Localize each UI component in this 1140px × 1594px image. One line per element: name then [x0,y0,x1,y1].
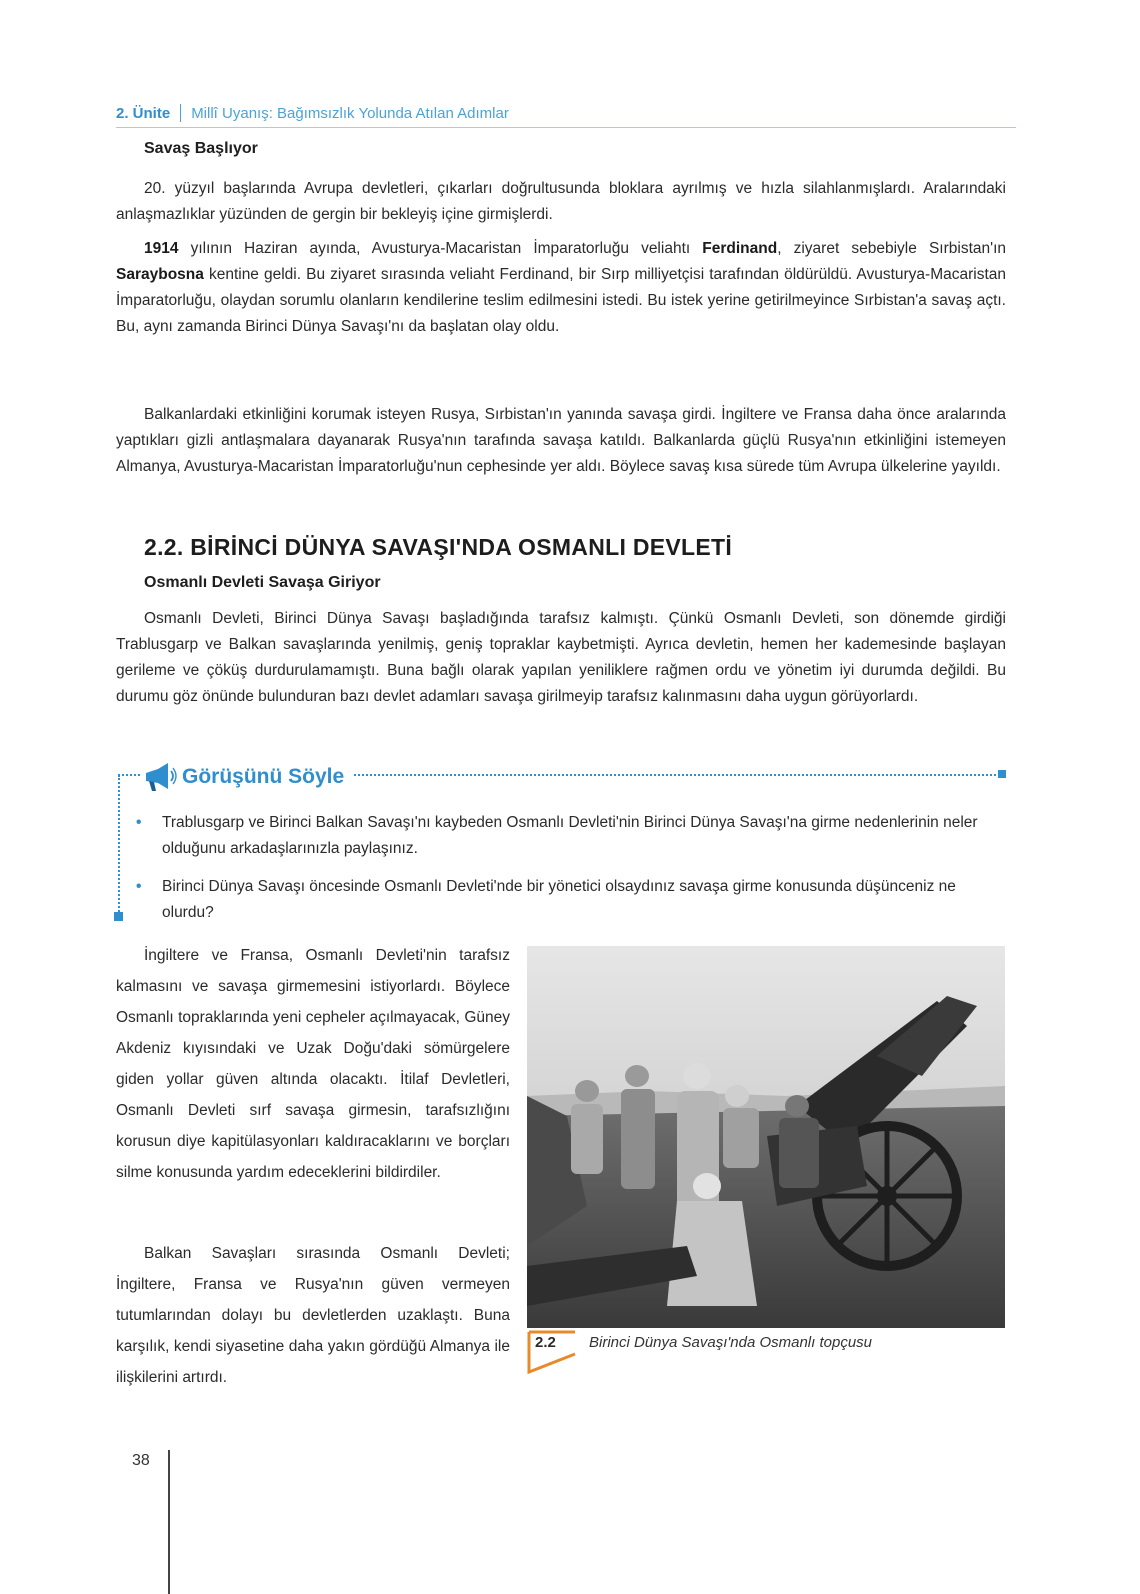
unit-title: Millî Uyanış: Bağımsızlık Yolunda Atılan Adımlar [191,105,509,122]
page-number: 38 [132,1452,150,1469]
opinion-box-corner-marker [114,912,123,921]
megaphone-icon [142,760,178,794]
header-rule [116,127,1016,128]
paragraph-2-text-a: yılının Haziran ayında, Avusturya-Macaristan İmparatorluğu veliahtı [178,240,703,257]
bold-city: Saraybosna [116,266,204,283]
opinion-box-title-text: Görüşünü Söyle [182,765,345,788]
running-header [116,104,1016,122]
paragraph-4: Osmanlı Devleti, Birinci Dünya Savaşı başladığında tarafsız kalmıştı. Çünkü Osmanlı Devleti, son dönemde girdiği Trablusgarp ve Balkan savaşlarında yenilmiş, geniş topraklar kaybetmişti. Ayrıca devletin, hemen her kademesinde başlayan gerileme ve çöküş durdurulamamıştı. Buna bağlı olarak yapılan yeniliklere rağmen ordu ve yönetim iyi durumda değildi. Bu durumu göz önünde bulunduran bazı devlet adamları savaşa girilmeyip tarafsız kalınmasını daha uygun görüyorlardı. [116,610,1006,705]
bold-name: Ferdinand [702,240,778,257]
section-title: 2.2. BİRİNCİ DÜNYA SAVAŞI'NDA OSMANLI DEVLETİ [144,534,733,560]
bold-date: 1914 [144,240,179,257]
column-paragraph-1: İngiltere ve Fransa, Osmanlı Devleti'nin tarafsız kalmasını ve savaşa girmemesini istiyorlardı. Böylece Osmanlı topraklarında yeni cepheler açılmayacak, Güney Akdeniz kıyısındaki ve Uzak Doğu'daki sömürgelere giden yollar güven altında olacaktı. İtilaf Devletleri, Osmanlı Devleti sırf savaşa girmesin, tarafsızlığını korusun diye kapitülasyonları kaldıracaklarını ve borçları silme konusunda yardım edeceklerini bildirdiler. [116,947,510,1181]
paragraph-3: Balkanlardaki etkinliğini korumak isteyen Rusya, Sırbistan'ın yanında savaşa girdi. İngiltere ve Fransa daha önce aralarında yaptıkları gizli antlaşmalara dayanarak Rusya'nın tarafında savaşa katıldı. Balkanlarda güçlü Rusya'nın etkinliğini istemeyen Almanya, Avusturya-Macaristan İmparatorluğu'nun cephesinde yer aldı. Böylece savaş kısa sürede tüm Avrupa ülkelerine yayıldı. [116,406,1006,475]
subsection-heading: Osmanlı Devleti Savaşa Giriyor [144,574,381,591]
section-heading-war-begins: Savaş Başlıyor [144,140,258,157]
paragraph-2-text-c: kentine geldi. Bu ziyaret sırasında veliaht Ferdinand, bir Sırp milliyetçisi tarafından öldürüldü. Avusturya-Macaristan İmparatorluğu, olaydan sorumlu olanların kendilerine teslim edilmesini istedi. Bu istek yerine getirilmeyince Sırbistan'a savaş açtı. Bu, aynı zamanda Birinci Dünya Savaşı'nı da başlatan olay oldu. [116,266,1006,335]
opinion-bullet [136,874,1006,926]
header-divider [180,104,181,122]
figure-caption [527,1330,1007,1374]
column-paragraph-2: Balkan Savaşları sırasında Osmanlı Devleti; İngiltere, Fransa ve Rusya'nın güven vermeyen tutumlarından dolayı bu devletlerden uzaklaştı. Buna karşılık, kendi siyasetine daha yakın gördüğü Almanya ile ilişkilerini artırdı. [116,1245,510,1386]
opinion-box-title [140,760,352,794]
bullet-icon: • [136,878,142,895]
opinion-box-corner-marker [998,770,1006,778]
figure-caption-text: Birinci Dünya Savaşı'nda Osmanlı topçusu [589,1334,873,1351]
bullet-icon: • [136,814,142,831]
opinion-bullet-text: Birinci Dünya Savaşı öncesinde Osmanlı Devleti'nde bir yönetici olsaydınız savaşa girme konusunda düşünceniz ne olurdu? [162,878,956,921]
artillery-photo [527,946,1005,1328]
paragraph-2 [116,236,1006,340]
unit-label: 2. Ünite [116,105,171,122]
figure-number: 2.2 [535,1334,556,1351]
opinion-bullet-text: Trablusgarp ve Birinci Balkan Savaşı'nı kaybeden Osmanlı Devleti'nin Birinci Dünya Savaşı'na girme nedenlerinin neler olduğunu arkadaşlarınızla paylaşınız. [162,814,978,857]
paragraph-1: 20. yüzyıl başlarında Avrupa devletleri, çıkarları doğrultusunda bloklara ayrılmış ve hızla silahlanmışlardı. Aralarındaki anlaşmazlıklar yüzünden de gergin bir bekleyiş içine girmişlerdi. [116,180,1006,223]
page-number-rule [168,1450,170,1594]
paragraph-2-text-b: , ziyaret sebebiyle Sırbistan'ın [777,240,1007,257]
opinion-box-left-border [118,775,120,915]
opinion-bullet [136,810,1006,862]
